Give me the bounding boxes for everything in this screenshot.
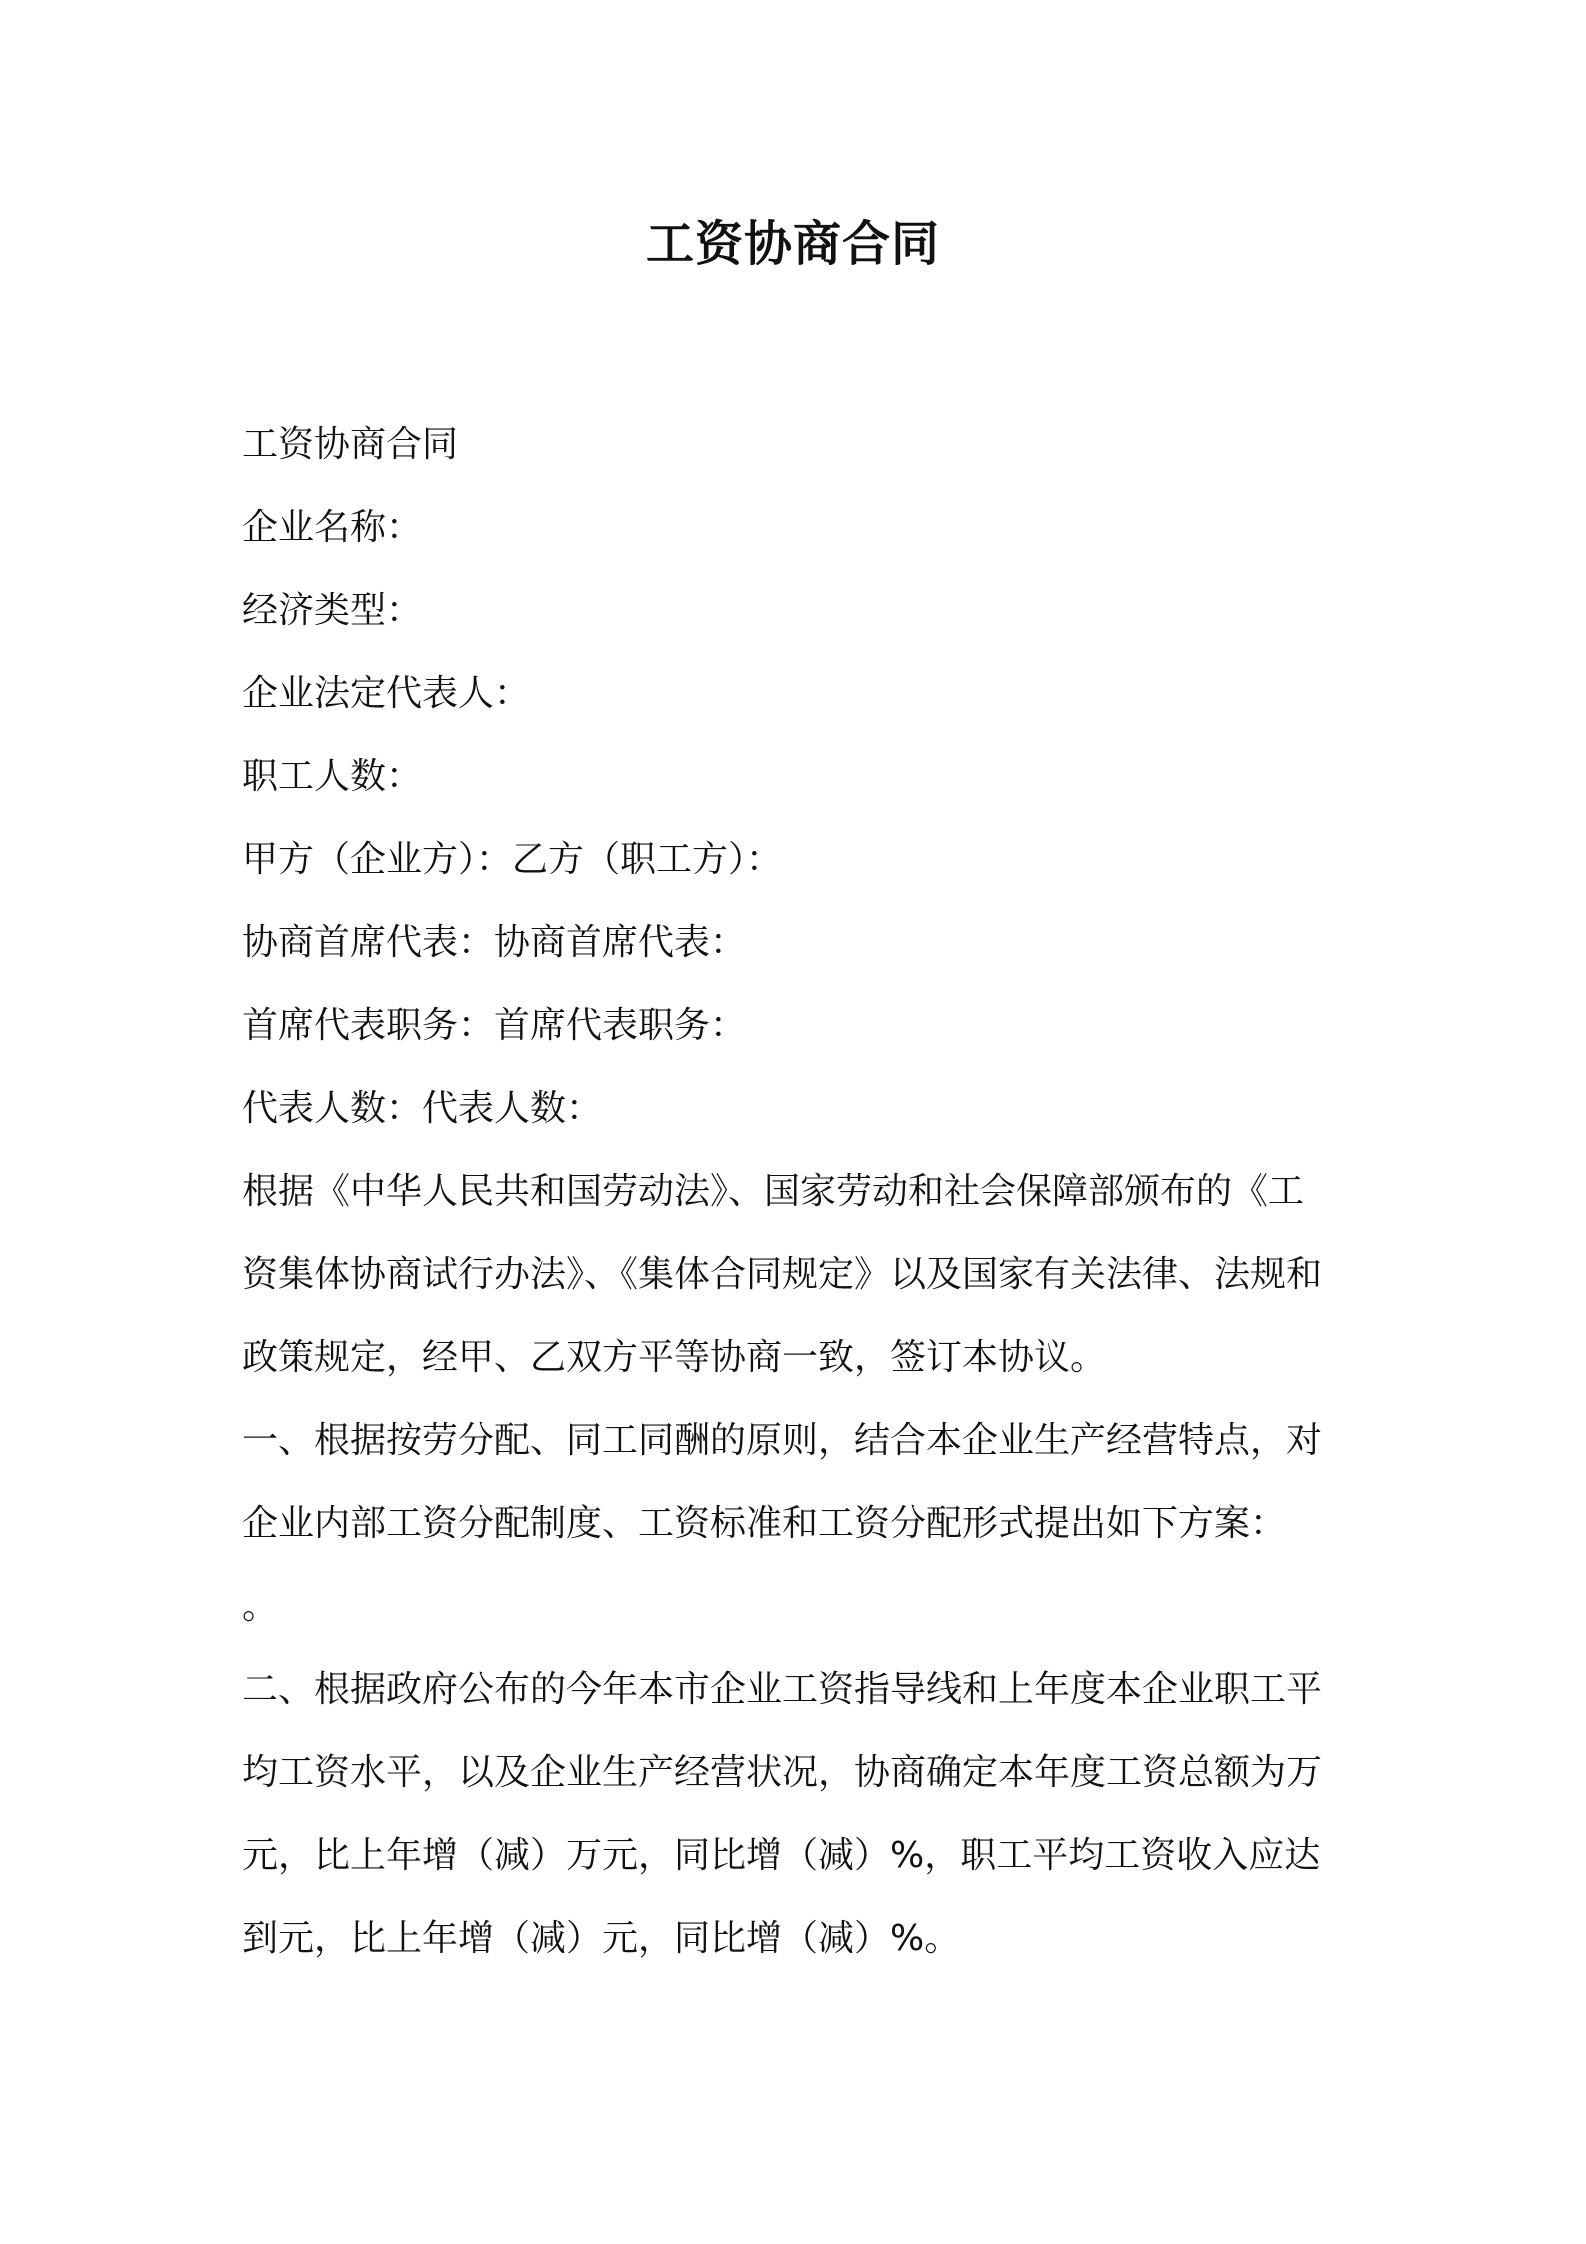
legal-representative-line: 企业法定代表人： xyxy=(242,673,531,714)
paragraph-preamble-line-1: 根据《中华人民共和国劳动法》、国家劳动和社会保障部颁布的《工 xyxy=(242,1171,1305,1212)
paragraph-two-line-2: 均工资水平，以及企业生产经营状况，协商确定本年度工资总额为万 xyxy=(242,1752,1323,1793)
paragraph-one-line-3: 。 xyxy=(242,1586,279,1627)
document-body xyxy=(242,403,1362,1980)
parties-line: 甲方（企业方）：乙方（职工方）： xyxy=(242,839,783,880)
paragraph-one-line-1: 一、根据按劳分配、同工同酬的原则，结合本企业生产经营特点，对 xyxy=(242,1420,1323,1461)
paragraph-two-line-4: 到元，比上年增（减）元，同比增（减）%。 xyxy=(242,1918,961,1959)
chief-representative-title-line: 首席代表职务：首席代表职务： xyxy=(242,1005,747,1046)
economic-type-line: 经济类型： xyxy=(242,590,423,631)
representative-count-line: 代表人数：代表人数： xyxy=(242,1088,603,1129)
paragraph-preamble-line-2: 资集体协商试行办法》、《集体合同规定》以及国家有关法律、法规和 xyxy=(242,1254,1323,1295)
paragraph-preamble-line-3: 政策规定，经甲、乙双方平等协商一致，签订本协议。 xyxy=(242,1337,1107,1378)
chief-representative-line: 协商首席代表：协商首席代表： xyxy=(242,922,747,963)
employee-count-line: 职工人数： xyxy=(242,756,423,797)
paragraph-two-line-1: 二、根据政府公布的今年本市企业工资指导线和上年度本企业职工平 xyxy=(242,1669,1323,1710)
enterprise-name-line: 企业名称： xyxy=(242,507,423,548)
document-title: 工资协商合同 xyxy=(645,216,940,272)
paragraph-one-line-2: 企业内部工资分配制度、工资标准和工资分配形式提出如下方案： xyxy=(242,1503,1287,1544)
heading-line: 工资协商合同 xyxy=(242,424,459,465)
paragraph-two-line-3: 元，比上年增（减）万元，同比增（减）%，职工平均工资收入应达 xyxy=(242,1835,1321,1876)
